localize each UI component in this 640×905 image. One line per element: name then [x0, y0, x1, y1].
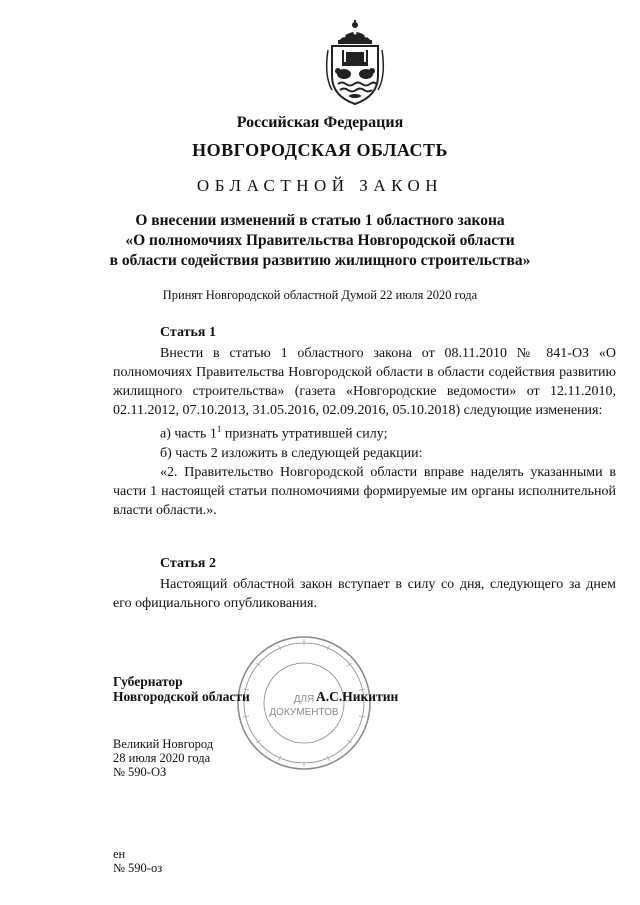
region-heading: НОВГОРОДСКАЯ ОБЛАСТЬ	[192, 140, 448, 160]
article-1-item-a	[113, 420, 616, 444]
signing-city: Великий Новгород	[113, 737, 214, 751]
stamp-center-top: ДЛЯ	[293, 694, 315, 705]
coat-of-arms-emblem	[324, 20, 386, 106]
law-title-line: О внесении изменений в статью 1 областного закона	[135, 212, 505, 229]
country-heading: Российская Федерация	[236, 114, 404, 131]
law-title-line: в области содействия развитию жилищного строительства»	[109, 252, 531, 269]
document-reference: № 590-оз	[113, 861, 163, 875]
item-a-superscript: 1	[216, 424, 222, 434]
signing-date: 28 июля 2020 года	[113, 751, 211, 765]
executor-initials: ен	[113, 847, 126, 861]
article-1-heading: Статья 1	[160, 325, 216, 340]
article-2-body	[113, 575, 616, 613]
signatory-name: А.С.Никитин	[316, 689, 399, 704]
law-title-line: «О полномочиях Правительства Новгородской области	[125, 232, 515, 249]
signatory-role-line-1: Губернатор	[113, 674, 183, 689]
item-a-text-end: признать утратившей силу;	[221, 426, 388, 442]
document-type-heading: ОБЛАСТНОЙ ЗАКОН	[196, 176, 444, 195]
signatory-role-line-2: Новгородской области	[113, 689, 250, 704]
item-a-text: а) часть 1	[160, 426, 217, 442]
adoption-note: Принят Новгородской областной Думой 22 июля 2020 года	[162, 288, 478, 302]
law-title	[0, 211, 640, 271]
article-1-quote: «2. Правительство Новгородской области вправе наделять указанными в части 1 настоящей статьи полномочиями формируемые им органы исполнительной власти области.».	[113, 464, 616, 518]
article-2-heading: Статья 2	[160, 556, 216, 571]
article-1-intro: Внести в статью 1 областного закона от 08.11.2010 № 841-ОЗ «О полномочиях Правительства Новгородской области в области содействия развитию жилищного строительства» (газета «Новгородские ведомости» от 12.11.2010, 02.11.2012, 07.10.2013, 31.05.2016, 02.09.2016, 05.10.2018) следующие изменения:	[113, 346, 616, 418]
article-2-text: Настоящий областной закон вступает в силу со дня, следующего за днем его официального опубликования.	[113, 577, 616, 611]
article-1-body	[113, 344, 616, 520]
stamp-center-bottom: ДОКУМЕНТОВ	[269, 707, 339, 718]
article-1-item-b: б) часть 2 изложить в следующей редакции:	[160, 445, 423, 461]
law-number: № 590-ОЗ	[113, 765, 167, 779]
